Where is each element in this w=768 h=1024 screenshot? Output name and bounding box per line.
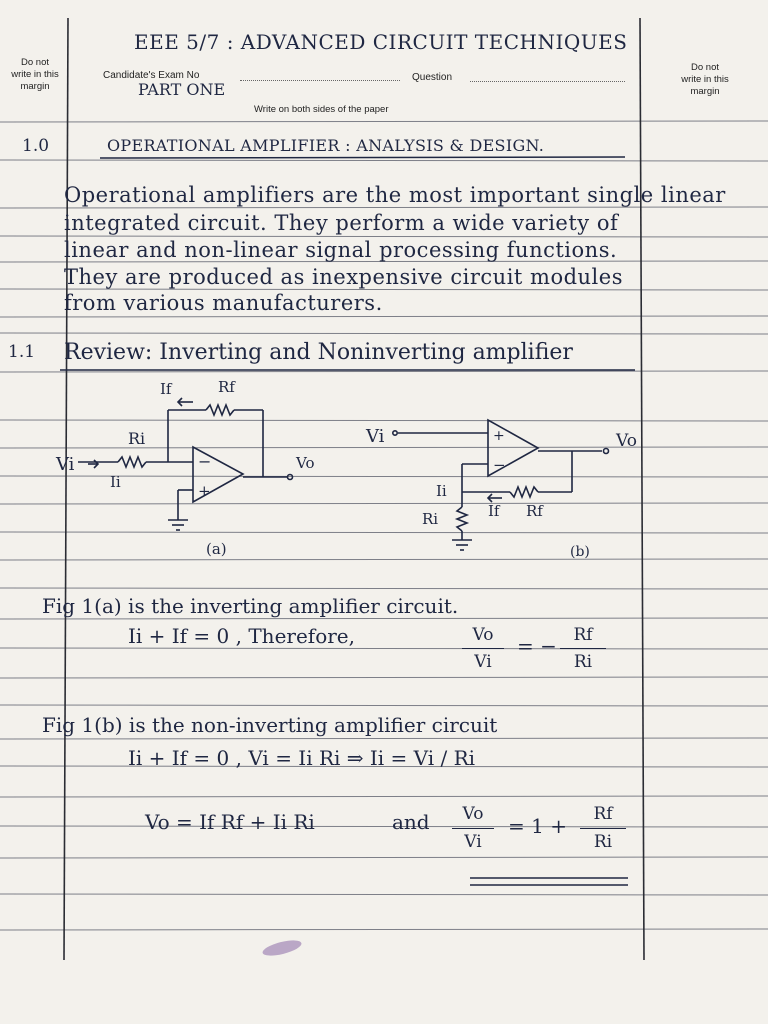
question-label: Question bbox=[412, 72, 453, 83]
ruled-line bbox=[0, 648, 768, 649]
fraction-numerator: Rf bbox=[573, 625, 593, 645]
fig-b-description: Fig 1(b) is the non-inverting amplifier circuit bbox=[42, 713, 498, 737]
fraction-denominator: Vi bbox=[452, 828, 494, 856]
right-margin-note: Do not write in this margin bbox=[681, 62, 729, 97]
ruled-line bbox=[0, 588, 768, 589]
label-plus: + bbox=[493, 428, 505, 444]
left-margin-note: Do not write in this margin bbox=[11, 57, 59, 92]
equation-noninverting-current: Ii + If = 0 , Vi = Ii Ri ⇒ Ii = Vi / Ri bbox=[128, 746, 476, 770]
gain-fraction-rhs bbox=[560, 622, 606, 675]
ruled-line bbox=[0, 738, 768, 739]
ruled-line bbox=[0, 929, 768, 930]
label-minus: − bbox=[493, 456, 506, 474]
ruled-line bbox=[0, 796, 768, 797]
ruled-line bbox=[0, 677, 768, 678]
ruled-line bbox=[0, 207, 768, 208]
label-vo: Vo bbox=[296, 454, 315, 472]
ruled-line bbox=[0, 236, 768, 237]
label-if: If bbox=[488, 502, 500, 520]
and-word: and bbox=[392, 810, 430, 834]
figure-noninverting-amplifier bbox=[362, 412, 652, 564]
fig-a-description: Fig 1(a) is the inverting amplifier circuit. bbox=[42, 594, 459, 618]
gain-fraction-lhs bbox=[452, 801, 494, 856]
paragraph-line: They are produced as inexpensive circuit modules bbox=[64, 265, 623, 289]
paragraph-line: from various manufacturers. bbox=[64, 291, 383, 315]
label-plus: + bbox=[198, 482, 211, 500]
ruled-line bbox=[0, 857, 768, 858]
label-vo: Vo bbox=[616, 431, 637, 451]
ruled-line bbox=[0, 121, 768, 122]
figure-inverting-amplifier bbox=[48, 372, 338, 562]
label-rf: Rf bbox=[218, 378, 235, 396]
fraction-numerator: Vo bbox=[462, 804, 484, 824]
label-rf: Rf bbox=[526, 502, 543, 520]
footer-instruction: Write on both sides of the paper bbox=[254, 104, 389, 115]
equation-current-sum: Ii + If = 0 , Therefore, bbox=[128, 624, 355, 648]
paragraph-line: linear and non-linear signal processing functions. bbox=[64, 238, 618, 262]
label-minus: − bbox=[198, 452, 212, 471]
paragraph-line: integrated circuit. They perform a wide variety of bbox=[64, 211, 619, 235]
question-dotted-line bbox=[470, 81, 625, 82]
candidate-dotted-line bbox=[240, 80, 400, 81]
section-heading: Review: Inverting and Noninverting amplifier bbox=[64, 340, 573, 365]
equals-minus: = − bbox=[517, 634, 557, 658]
label-if: If bbox=[160, 380, 172, 398]
label-vi: Vi bbox=[56, 454, 75, 475]
section-number: 1.0 bbox=[22, 136, 50, 156]
ruled-line bbox=[0, 289, 768, 290]
ink-smudge bbox=[261, 937, 303, 958]
ruled-line bbox=[0, 333, 768, 334]
ruled-line bbox=[0, 894, 768, 895]
ruled-line bbox=[0, 618, 768, 619]
gain-fraction-rhs bbox=[580, 801, 626, 856]
label-ii: Ii bbox=[436, 482, 447, 500]
equals-one-plus: = 1 + bbox=[508, 814, 567, 838]
fraction-numerator: Rf bbox=[593, 804, 613, 824]
section-number: 1.1 bbox=[8, 342, 36, 362]
course-title: EEE 5/7 : ADVANCED CIRCUIT TECHNIQUES bbox=[134, 30, 628, 54]
candidate-entry: PART ONE bbox=[138, 80, 226, 99]
ruled-line bbox=[0, 826, 768, 827]
fraction-denominator: Vi bbox=[462, 648, 504, 675]
fraction-denominator: Ri bbox=[560, 648, 606, 675]
label-vi: Vi bbox=[366, 426, 385, 447]
gain-fraction-lhs bbox=[462, 622, 504, 675]
ruled-line bbox=[0, 705, 768, 706]
fraction-denominator: Ri bbox=[580, 828, 626, 856]
section-heading: OPERATIONAL AMPLIFIER : ANALYSIS & DESIGN. bbox=[107, 136, 545, 155]
paragraph-line: Operational amplifiers are the most important single linear bbox=[64, 183, 726, 207]
label-ri: Ri bbox=[422, 510, 439, 528]
fraction-numerator: Vo bbox=[472, 625, 494, 645]
figure-caption: (b) bbox=[570, 544, 590, 560]
figure-caption: (a) bbox=[206, 540, 227, 558]
equation-output-voltage: Vo = If Rf + Ii Ri bbox=[145, 810, 315, 834]
label-ri: Ri bbox=[128, 429, 146, 448]
ruled-line bbox=[0, 316, 768, 317]
ruled-line bbox=[0, 160, 768, 161]
candidate-exam-no-label: Candidate's Exam No bbox=[103, 70, 200, 81]
label-ii: Ii bbox=[110, 473, 121, 491]
